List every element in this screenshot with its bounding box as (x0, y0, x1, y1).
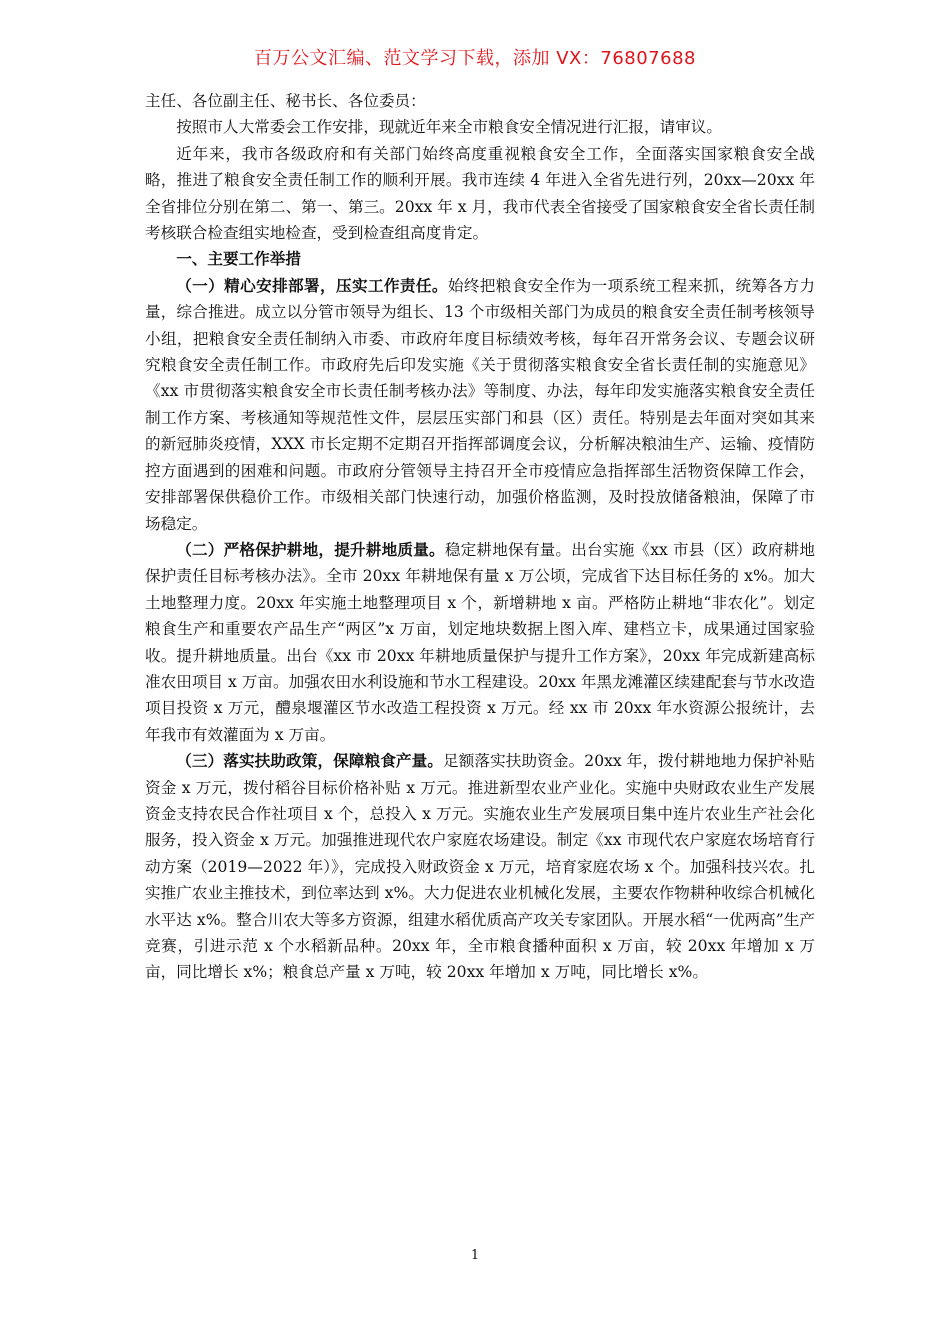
salutation: 主任、各位副主任、秘书长、各位委员： (145, 92, 426, 110)
section-heading: 一、主要工作举措 (176, 249, 301, 269)
item-3-paragraph (145, 748, 815, 986)
item-1-body: 始终把粮食安全作为一项系统工程来抓，统筹各方力量，综合推进。成立以分管市领导为组长、13 个市级相关部门为成员的粮食安全责任制考核领导小组，把粮食安全责任制纳入市委、市政府年度目标绩效考核，每年召开常务会议、专题会议研究粮食安全责任制工作。市政府先后印发实施《关于贯彻落实粮食安全省长责任制的实施意见》《xx 市贯彻落实粮食安全市长责任制考核办法》等制度、办法，每年印发实施落实粮食安全责任制工作方案、考核通知等规范性文件，层层压实部门和县（区）责任。特别是去年面对突如其来的新冠肺炎疫情，XXX 市长定期不定期召开指挥部调度会议，分析解决粮油生产、运输、疫情防控方面遇到的困难和问题。市政府分管领导主持召开全市疫情应急指挥部生活物资保障工作会，安排部署保供稳价工作。市级相关部门快速行动，加强价格监测，及时投放储备粮油，保障了市场稳定。 (145, 276, 815, 533)
page-number: 1 (470, 1248, 480, 1263)
item-3-title: （三）落实扶助政策，保障粮食产量。 (176, 751, 444, 771)
overview-paragraph: 近年来，我市各级政府和有关部门始终高度重视粮食安全工作，全面落实国家粮食安全战略，推进了粮食安全责任制工作的顺利开展。我市连续 4 年进入全省先进行列，20xx—20xx 年全省排位分别在第二、第一、第三。20xx 年 x 月，我市代表全省接受了国家粮食安全省长责任制考核联合检查组实地检查，受到检查组高度肯定。 (145, 144, 815, 243)
item-3-body: 足额落实扶助资金。20xx 年，拨付耕地地力保护补贴资金 x 万元，拨付稻谷目标价格补贴 x 万元。推进新型农业产业化。实施中央财政农业生产发展资金支持农民合作社项目 x 个，总投入 x 万元。实施农业生产发展项目集中连片农业生产社会化服务，投入资金 x 万元。加强推进现代农户家庭农场建设。制定《xx 市现代农户家庭农场培育行动方案（2019—2022 年）》，完成投入财政资金 x 万元，培育家庭农场 x 个。加强科技兴农。扎实推广农业主推技术，到位率达到 x%。大力促进农业机械化发展，主要农作物耕种收综合机械化水平达 x%。整合川农大等多方资源，组建水稻优质高产攻关专家团队。开展水稻“一优两高”生产竞赛，引进示范 x 个水稻新品种。20xx 年，全市粮食播种面积 x 万亩，较 20xx 年增加 x 万亩，同比增长 x%；粮食总产量 x 万吨，较 20xx 年增加 x 万吨，同比增长 x%。 (145, 752, 815, 982)
item-1-title: （一）精心安排部署，压实工作责任。 (176, 275, 448, 295)
item-2-paragraph (145, 537, 815, 748)
document-body (145, 88, 815, 986)
intro-paragraph: 按照市人大常委会工作安排，现就近年来全市粮食安全情况进行汇报，请审议。 (176, 118, 722, 137)
item-2-body: 稳定耕地保有量。出台实施《xx 市县（区）政府耕地保护责任目标考核办法》。全市 20xx 年耕地保有量 x 万公顷，完成省下达目标任务的 x%。加大土地整理力度。20xx 年实施土地整理项目 x 个，新增耕地 x 亩。严格防止耕地“非农化”。划定粮食生产和重要农产品生产“两区”x 万亩，划定地块数据上图入库、建档立卡，成果通过国家验收。提升耕地质量。出台《xx 市 20xx 年耕地质量保护与提升工作方案》，20xx 年完成新建高标准农田项目 x 万亩。加强农田水利设施和节水工程建设。20xx 年黑龙滩灌区续建配套与节水改造项目投资 x 万元，醴泉堰灌区节水改造工程投资 x 万元。经 xx 市 20xx 年水资源公报统计，去年我市有效灌面为 x 万亩。 (145, 540, 815, 744)
watermark-header: 百万公文汇编、范文学习下载，添加 VX：76807688 (254, 48, 696, 69)
item-2-title: （二）严格保护耕地，提升耕地质量。 (176, 539, 445, 559)
item-1-paragraph (145, 273, 815, 537)
